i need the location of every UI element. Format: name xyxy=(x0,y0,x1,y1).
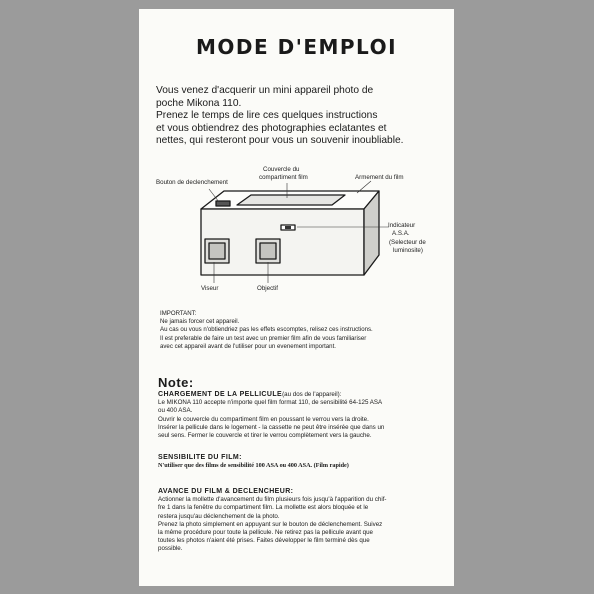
section-line: seul sens. Fermer le couvercle et tirer le verrou complètement vers la gauche. xyxy=(158,432,372,440)
label-indicateur-line2: A.S.A. xyxy=(392,230,410,237)
section-line: fre 1 dans la fenêtre du compartiment film. La mollette est alors bloquée et le xyxy=(158,504,369,512)
important-heading: IMPORTANT: xyxy=(160,310,197,317)
page-title: MODE D'EMPLOI xyxy=(195,35,398,59)
instruction-sheet xyxy=(139,9,454,586)
chargement-title: CHARGEMENT DE LA PELLICULE xyxy=(158,391,283,398)
section-chargement xyxy=(158,391,444,440)
section-line: possible. xyxy=(158,545,183,553)
important-line: avec cet appareil avant de l'utiliser pour un evenement important. xyxy=(160,342,336,350)
label-indicateur-line4: luminosite) xyxy=(393,247,423,254)
label-armement-film: Armement du film xyxy=(355,174,404,181)
camera-diagram xyxy=(139,157,454,297)
important-notice xyxy=(160,310,440,351)
intro-line: Vous venez d'acquerir un mini appareil photo de xyxy=(156,85,374,96)
section-line: Actionner la mollette d'avancement du film plusieurs fois jusqu'à l'apparition du chif- xyxy=(158,496,387,504)
intro-line: et vous obtiendrez des photographies eclatantes et xyxy=(156,122,387,134)
section-line: N'utiliser que des films de sensibilité 100 ASA ou 400 ASA. (Film rapide) xyxy=(158,462,349,470)
section-line: Prenez la photo simplement en appuyant sur le bouton de déclenchement. Suivez xyxy=(158,520,383,528)
important-line: Au cas ou vous n'obtiendriez pas les effets escomptes, relisez ces instructions. xyxy=(160,326,373,334)
label-viseur: Viseur xyxy=(201,285,219,292)
sensibilite-title: SENSIBILITE DU FILM: xyxy=(158,454,242,461)
label-indicateur-line1: Indicateur xyxy=(388,222,416,229)
intro-line: Prenez le temps de lire ces quelques instructions xyxy=(156,110,378,122)
section-line: Ouvrir le couvercle du compartiment film en poussant le verrou vers la droite. xyxy=(158,415,369,423)
intro-paragraph xyxy=(156,85,446,148)
intro-line: nettes, qui resteront pour vous un souvenir inoubliable. xyxy=(156,135,404,147)
label-couvercle-line1: Couvercle du xyxy=(263,166,300,173)
section-line: toutes les photos n'aient été prises. Faites développer le film terminé dès que xyxy=(158,537,370,545)
label-objectif: Objectif xyxy=(257,285,278,292)
chargement-subtitle: (au dos de l'appareil): xyxy=(282,391,342,398)
intro-line: poche Mikona 110. xyxy=(156,97,242,109)
section-line: la même procédure pour toute la pellicule. Ne retirez pas la pellicule avant que xyxy=(158,529,373,537)
section-title xyxy=(158,391,444,399)
section-line: restera jusqu'au déclenchement de la photo. xyxy=(158,512,280,520)
note-heading: Note: xyxy=(158,375,194,390)
section-avance xyxy=(158,488,444,554)
label-indicateur-line3: (Selecteur de xyxy=(389,239,426,246)
important-line: Ne jamais forcer cet appareil. xyxy=(160,318,240,326)
section-line: ou 400 ASA. xyxy=(158,407,193,415)
section-line: Insérer la pellicule dans le logement - la cassette ne peut être insérée que dans un xyxy=(158,423,385,431)
section-line: Le MIKONA 110 accepte n'importe quel film format 110, de sensibilité 64-125 ASA xyxy=(158,399,383,407)
label-bouton-declenchement: Bouton de declenchement xyxy=(156,179,228,186)
label-couvercle-line2: compartiment film xyxy=(259,174,308,181)
important-line: Il est preferable de faire un test avec un premier film afin de vous familiariser xyxy=(160,334,367,342)
section-sensibilite xyxy=(158,454,444,470)
avance-title: AVANCE DU FILM & DECLENCHEUR: xyxy=(158,488,294,495)
